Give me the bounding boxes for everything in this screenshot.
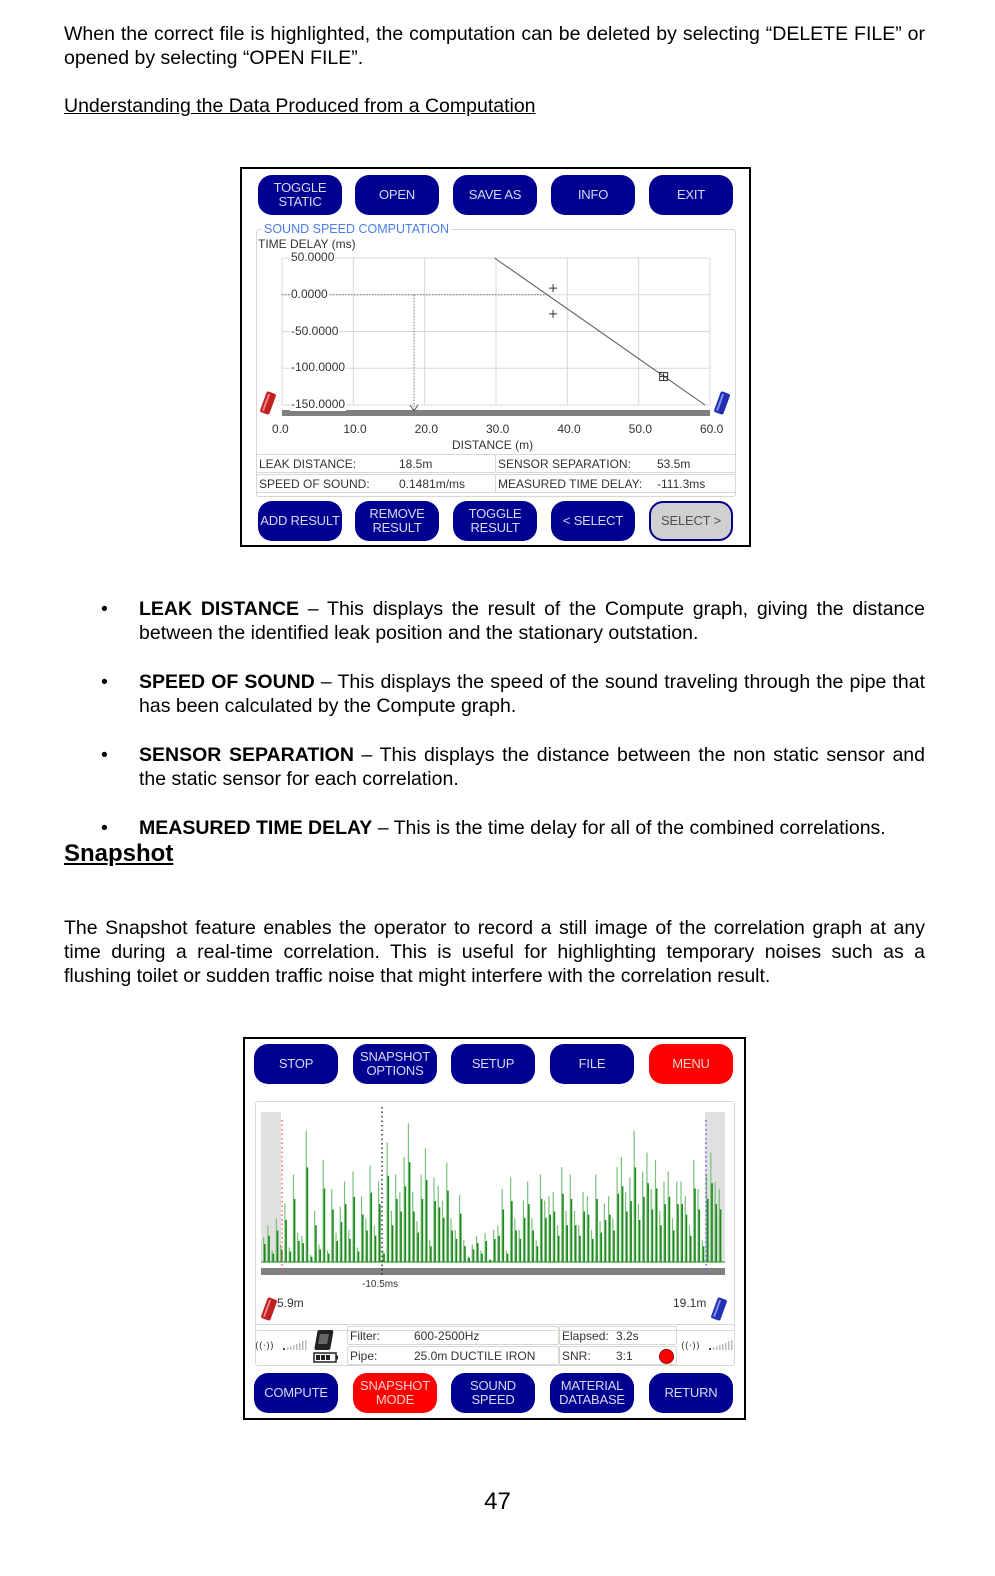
correlation-bar	[635, 1167, 637, 1262]
snapshot-mode-button[interactable]: SNAPSHOT MODE	[353, 1373, 437, 1413]
x-tick-label: 10.0	[343, 422, 367, 436]
correlation-bar	[473, 1249, 475, 1262]
correlation-bar	[324, 1188, 326, 1262]
y-tick-label: 0.0000	[291, 286, 328, 301]
correlation-bar	[349, 1239, 351, 1262]
right-signal-strength-icon	[681, 1337, 735, 1353]
correlation-bar	[605, 1220, 607, 1262]
correlation-bar	[571, 1199, 573, 1262]
correlation-bar	[541, 1199, 543, 1262]
exit-button[interactable]: EXIT	[649, 175, 733, 215]
correlation-bar	[383, 1254, 385, 1262]
bullet-description: – This is the time delay for all of the combined correlations.	[372, 817, 886, 839]
correlation-bar	[600, 1233, 602, 1262]
correlation-bar	[583, 1212, 585, 1262]
correlation-bar	[353, 1197, 355, 1262]
correlation-bar	[698, 1209, 700, 1262]
bullet-icon: •	[101, 671, 108, 693]
svg-text:((·)): ((·))	[681, 1341, 700, 1352]
sensor-separation-value: 53.5m	[657, 457, 691, 471]
correlation-bar	[430, 1246, 432, 1262]
select-next-button[interactable]: SELECT >	[649, 501, 733, 541]
sensor-separation-row	[495, 454, 736, 473]
x-tick-label: 40.0	[557, 422, 581, 436]
measured-time-delay-row	[495, 474, 736, 493]
x-tick-label: 30.0	[486, 422, 510, 436]
correlation-bar	[528, 1204, 530, 1262]
correlation-bar	[294, 1199, 296, 1262]
correlation-bar	[566, 1225, 568, 1262]
correlation-bar	[545, 1218, 547, 1262]
correlation-bar	[264, 1244, 266, 1262]
correlation-bar	[409, 1162, 411, 1262]
pipe-axis-bar	[261, 1268, 725, 1275]
correlation-bar	[290, 1251, 292, 1262]
correlation-bar	[515, 1230, 517, 1262]
toggle-result-button[interactable]: TOGGLE RESULT	[453, 501, 537, 541]
correlation-bar	[392, 1225, 394, 1262]
bullet-icon: •	[101, 817, 108, 839]
correlation-bar	[609, 1215, 611, 1262]
correlation-bar	[439, 1207, 441, 1262]
sensor-separation-label: SENSOR SEPARATION:	[498, 457, 631, 471]
correlation-bar	[711, 1183, 713, 1262]
delay-marker-label: -10.5ms	[362, 1279, 399, 1290]
correlation-bar	[413, 1212, 415, 1262]
filter-row	[347, 1326, 559, 1345]
y-tick-label: -50.0000	[291, 323, 339, 338]
distance-axis-bar	[282, 410, 710, 416]
select-previous-button[interactable]: < SELECT	[551, 501, 635, 541]
correlation-bar	[673, 1230, 675, 1262]
correlation-bar	[379, 1204, 381, 1262]
correlation-bar	[443, 1218, 445, 1262]
correlation-bar	[503, 1209, 505, 1262]
correlation-bar	[417, 1233, 419, 1262]
bullet-term: MEASURED TIME DELAY	[139, 817, 373, 839]
bullet-description: – This displays the result of the Compute graph, giving the distance between the identified leak position and the stationary outstation.	[139, 598, 925, 644]
x-tick-label: 60.0	[700, 422, 724, 436]
y-tick-label: -150.0000	[291, 397, 346, 411]
y-tick-label: 50.0000	[291, 250, 335, 264]
correlation-bar	[720, 1209, 722, 1262]
bullet-term: LEAK DISTANCE	[139, 598, 300, 620]
correlation-bar	[681, 1204, 683, 1262]
pipe-row	[347, 1346, 559, 1365]
correlation-bar	[298, 1241, 300, 1262]
snr-label: SNR:	[562, 1349, 591, 1363]
correlation-bar	[690, 1236, 692, 1262]
measured-time-delay-label: MEASURED TIME DELAY:	[498, 477, 643, 491]
correlation-bar	[370, 1193, 372, 1262]
section-subheading: Understanding the Data Produced from a Computation	[64, 95, 536, 117]
x-tick-label: 20.0	[414, 422, 439, 436]
material-database-button[interactable]: MATERIAL DATABASE	[550, 1373, 634, 1413]
correlation-bar	[273, 1254, 275, 1262]
remove-result-button[interactable]: REMOVE RESULT	[355, 501, 439, 541]
correlation-bar	[307, 1167, 309, 1262]
filter-value: 600-2500Hz	[414, 1329, 480, 1343]
correlation-bar	[268, 1236, 270, 1262]
correlation-bar	[715, 1204, 717, 1262]
correlation-bar	[532, 1230, 534, 1262]
recording-indicator-icon	[659, 1349, 674, 1364]
open-button[interactable]: OPEN	[355, 175, 439, 215]
correlation-bar	[626, 1212, 628, 1262]
correlation-bar	[647, 1183, 649, 1262]
correlation-bar	[524, 1218, 526, 1262]
save-as-button[interactable]: SAVE AS	[453, 175, 537, 215]
correlation-bar	[622, 1186, 624, 1262]
y-axis-label: TIME DELAY (ms)	[258, 237, 356, 251]
correlation-bar	[549, 1215, 551, 1262]
correlation-bar	[345, 1204, 347, 1262]
correlation-bar	[537, 1246, 539, 1262]
left-sensor-icon	[261, 1297, 277, 1321]
measured-time-delay-value: -111.3ms	[657, 477, 706, 491]
correlation-bar	[485, 1241, 487, 1262]
correlation-bar	[588, 1215, 590, 1262]
result-point	[549, 284, 557, 292]
elapsed-label: Elapsed:	[562, 1329, 609, 1343]
compute-button[interactable]: COMPUTE	[254, 1373, 338, 1413]
compute-screen	[240, 167, 751, 547]
correlation-bar	[511, 1201, 513, 1262]
right-distance: 19.1m	[673, 1296, 707, 1310]
correlation-bar	[694, 1188, 696, 1262]
correlation-bar	[613, 1230, 615, 1262]
x-tick-label: 0.0	[272, 422, 289, 436]
correlation-bar	[426, 1180, 428, 1262]
right-sensor-icon	[714, 391, 730, 415]
correlation-bar	[630, 1201, 632, 1262]
left-signal-strength-icon	[255, 1337, 309, 1353]
left-sensor-icon	[260, 391, 276, 415]
correlation-bar	[315, 1225, 317, 1262]
correlation-bar	[643, 1197, 645, 1262]
intro-paragraph: When the correct file is highlighted, the computation can be deleted by selecting “DELETE FILE” or opened by selecting “OPEN FILE”.	[64, 23, 925, 69]
snapshot-heading: Snapshot	[64, 840, 174, 867]
bullet-term: SPEED OF SOUND	[139, 671, 315, 693]
correlation-bar	[405, 1186, 407, 1262]
correlation-bar	[481, 1254, 483, 1262]
snapshot-options-button[interactable]: SNAPSHOT OPTIONS	[353, 1044, 437, 1084]
file-button[interactable]: FILE	[550, 1044, 634, 1084]
svg-text:((·)): ((·))	[255, 1341, 274, 1352]
correlation-bar	[332, 1209, 334, 1262]
add-result-button[interactable]: ADD RESULT	[258, 501, 342, 541]
bullet-term: SENSOR SEPARATION	[139, 744, 354, 766]
speed-of-sound-value: 0.1481m/ms	[399, 477, 466, 491]
correlation-bar	[422, 1199, 424, 1262]
leak-distance-row	[256, 454, 496, 473]
correlation-bar	[311, 1257, 313, 1262]
correlation-bar	[328, 1254, 330, 1262]
bullet-icon: •	[101, 598, 108, 620]
correlation-bar	[677, 1204, 679, 1262]
correlation-bar	[447, 1191, 449, 1262]
speed-of-sound-label: SPEED OF SOUND:	[259, 477, 370, 491]
stop-button[interactable]: STOP	[254, 1044, 338, 1084]
correlation-bar	[358, 1251, 360, 1262]
snapshot-screen	[243, 1037, 746, 1420]
left-distance: 5.9m	[277, 1296, 304, 1310]
leak-distance-value: 18.5m	[399, 457, 433, 471]
correlation-bar	[464, 1246, 466, 1262]
snapshot-paragraph: The Snapshot feature enables the operator to record a still image of the correlation graph at any time during a real-time correlation. This is useful for highlighting temporary noises such as a flushing toilet or sudden traffic noise that might interfere with the correlation result.	[64, 917, 925, 987]
correlation-bar	[596, 1199, 598, 1262]
correlation-bar	[277, 1230, 279, 1262]
correlation-bar	[656, 1188, 658, 1262]
correlation-bar	[660, 1225, 662, 1262]
bullet-description: – This displays the speed of the sound traveling through the pipe that has been calculated by the Compute graph.	[139, 671, 925, 717]
panel-title: SOUND SPEED COMPUTATION	[264, 222, 449, 236]
correlation-bar	[507, 1254, 509, 1262]
correlation-bar	[498, 1236, 500, 1262]
correlation-bar	[468, 1258, 470, 1262]
correlation-bar	[341, 1222, 343, 1262]
correlation-bar	[639, 1220, 641, 1262]
result-point	[549, 310, 557, 318]
correlation-bar	[396, 1199, 398, 1262]
correlation-bar	[652, 1209, 654, 1262]
right-sensor-icon	[711, 1297, 727, 1321]
x-tick-label: 50.0	[628, 422, 653, 436]
correlation-bar	[336, 1241, 338, 1262]
x-axis-label: DISTANCE (m)	[452, 438, 534, 452]
correlation-bar	[579, 1236, 581, 1262]
y-tick-label: -100.0000	[291, 360, 346, 375]
toggle-static-button[interactable]: TOGGLE STATIC	[258, 175, 342, 215]
speed-of-sound-row	[256, 474, 496, 493]
bullet-description: – This displays the distance between the non static sensor and the static sensor for each correlation.	[139, 744, 925, 790]
elapsed-row	[559, 1326, 677, 1345]
filter-label: Filter:	[350, 1329, 380, 1343]
correlation-bar	[703, 1246, 705, 1262]
snr-value: 3:1	[616, 1349, 633, 1363]
setup-button[interactable]: SETUP	[451, 1044, 535, 1084]
outstation-battery-icon	[312, 1328, 342, 1364]
correlation-bar	[618, 1194, 620, 1262]
correlation-bar	[592, 1239, 594, 1262]
return-button[interactable]: RETURN	[649, 1373, 733, 1413]
sound-speed-button[interactable]: SOUND SPEED	[451, 1373, 535, 1413]
correlation-bar	[451, 1230, 453, 1262]
info-button[interactable]: INFO	[551, 175, 635, 215]
correlation-bar	[366, 1230, 368, 1262]
correlation-bar	[686, 1215, 688, 1262]
correlation-bar	[520, 1239, 522, 1262]
correlation-bar	[477, 1243, 479, 1262]
correlation-bar	[554, 1212, 556, 1262]
correlation-bar	[562, 1194, 564, 1262]
correlation-bar	[285, 1220, 287, 1262]
menu-button[interactable]: MENU	[649, 1044, 733, 1084]
correlation-bar	[362, 1215, 364, 1262]
correlation-bar	[707, 1199, 709, 1262]
correlation-bar	[302, 1243, 304, 1262]
correlation-bar	[400, 1212, 402, 1262]
pipe-value: 25.0m DUCTILE IRON	[414, 1349, 536, 1363]
elapsed-value: 3.2s	[616, 1329, 639, 1343]
correlation-bar	[319, 1249, 321, 1262]
correlation-bar	[494, 1239, 496, 1262]
correlation-bar	[434, 1201, 436, 1262]
correlation-bar	[558, 1236, 560, 1262]
correlation-bar	[375, 1236, 377, 1262]
correlation-bar	[388, 1176, 390, 1262]
correlation-bar	[664, 1204, 666, 1262]
leak-distance-label: LEAK DISTANCE:	[259, 457, 357, 471]
correlation-bar	[456, 1239, 458, 1262]
correlation-bar	[460, 1214, 462, 1262]
pipe-label: Pipe:	[350, 1349, 378, 1363]
page-number: 47	[484, 1488, 511, 1515]
correlation-bar	[669, 1197, 671, 1262]
bullet-icon: •	[101, 744, 108, 766]
correlation-bar	[575, 1225, 577, 1262]
